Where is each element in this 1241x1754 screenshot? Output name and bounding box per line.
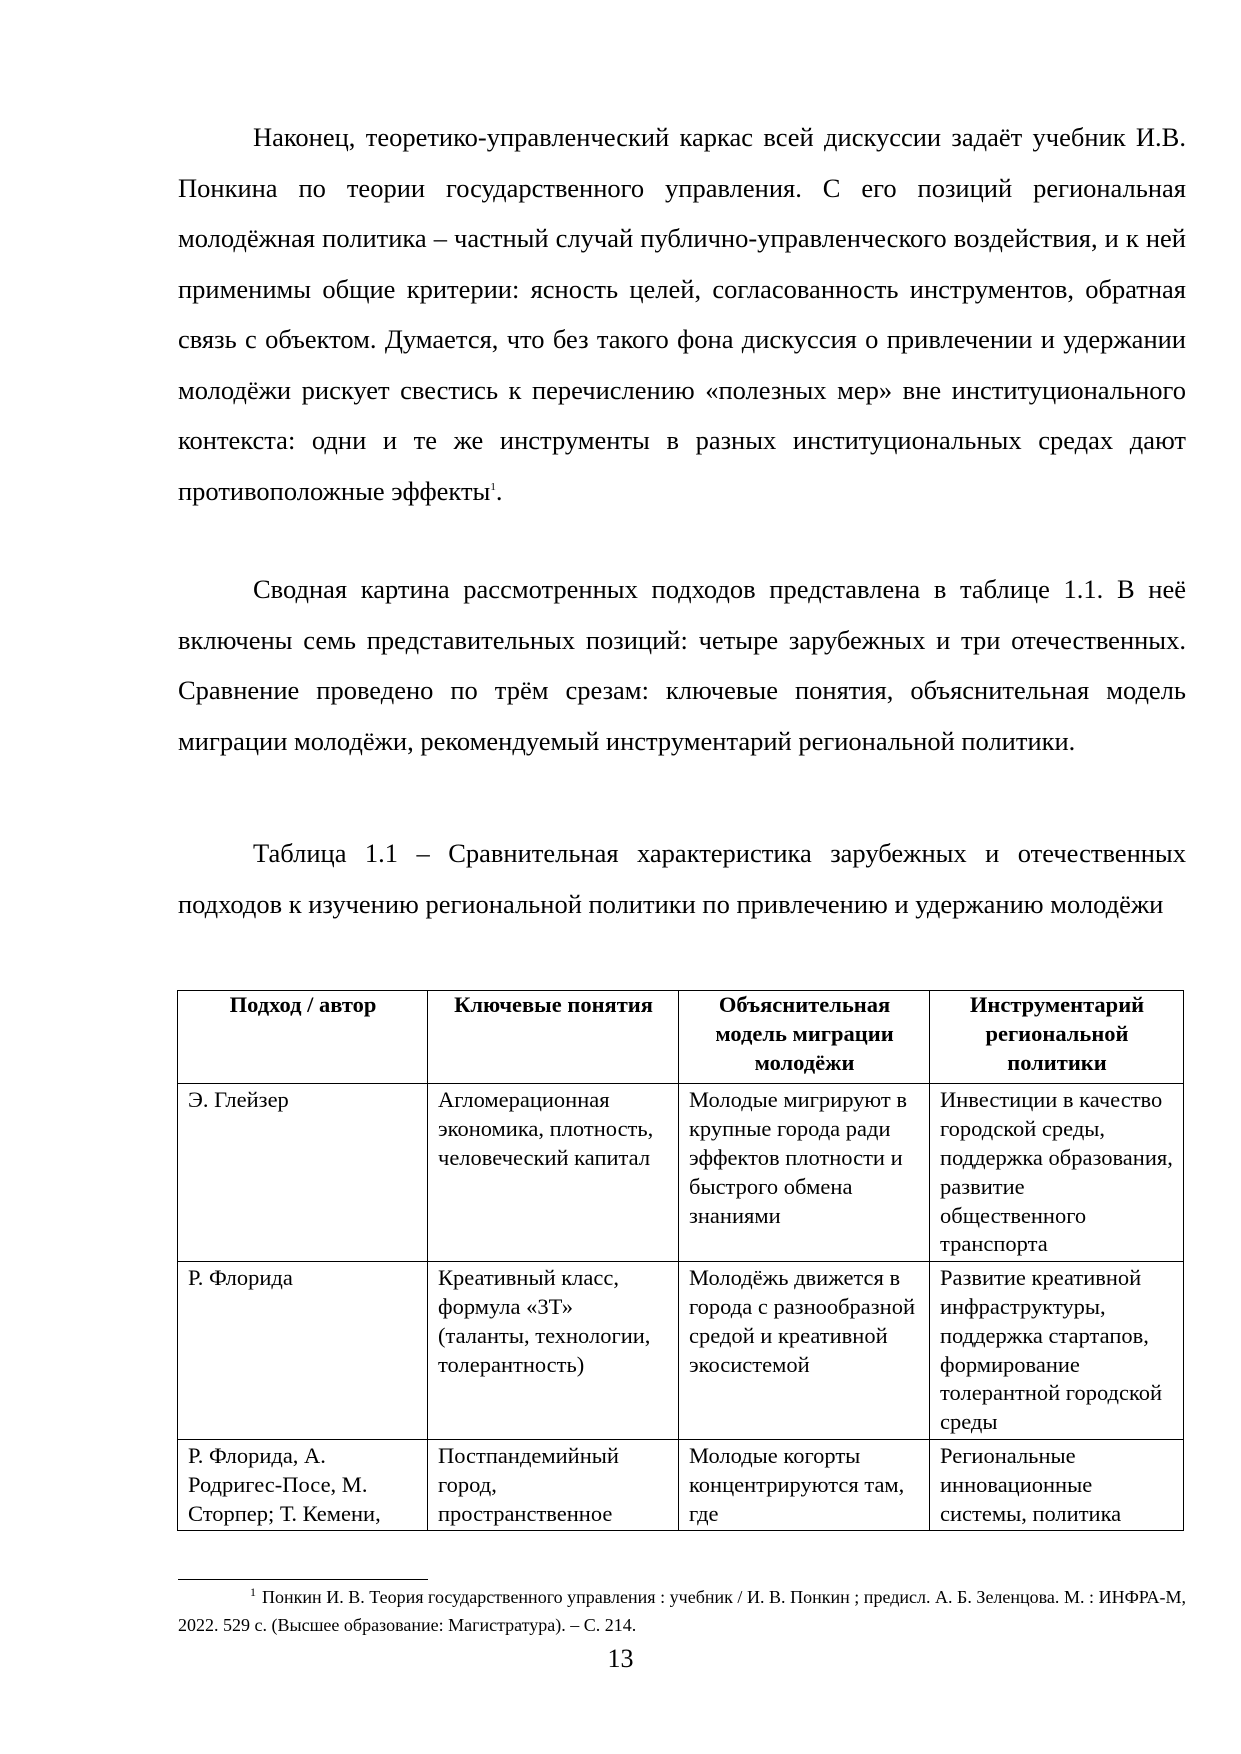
table-cell: Молодые когорты концентрируются там, где — [679, 1439, 930, 1530]
table-cell: Региональные инновационные системы, политика — [930, 1439, 1184, 1530]
table-cell: Э. Глейзер — [178, 1084, 428, 1262]
header-key-concepts: Ключевые понятия — [428, 991, 679, 1084]
table-cell: Р. Флорида — [178, 1262, 428, 1440]
header-policy-tools: Инструментарий региональной политики — [930, 991, 1184, 1084]
footnote-number: 1 — [250, 1585, 256, 1599]
footnote-reference[interactable]: 1 — [490, 480, 496, 493]
header-approach: Подход / автор — [178, 991, 428, 1084]
paragraph-2-text: Сводная картина рассмотренных подходов представлена в таблице 1.1. В неё включены семь представительных позиций: четыре зарубежных и три отечественных. Сравнение проведено по трём срезам: ключевые понятия, объяснительная модель миграции молодёжи, рекомендуемый инструментарий региональной политики. — [178, 574, 1186, 756]
table-cell: Молодые мигрируют в крупные города ради эффектов плотности и быстрого обмена знаниями — [679, 1084, 930, 1262]
footnote-text: Понкин И. В. Теория государственного управления : учебник / И. В. Понкин ; предисл. А. Б. Зеленцова. М. : ИНФРА-М, 2022. 529 с. (Высшее образование: Магистратура). – С. 214. — [178, 1587, 1186, 1635]
table-cell: Креативный класс, формула «3Т» (таланты, технологии, толерантность) — [428, 1262, 679, 1440]
table-cell: Молодёжь движется в города с разнообразной средой и креативной экосистемой — [679, 1262, 930, 1440]
table-cell: Развитие креативной инфраструктуры, поддержка стартапов, формирование толерантной городской среды — [930, 1262, 1184, 1440]
table-cell: Агломерационная экономика, плотность, человеческий капитал — [428, 1084, 679, 1262]
page-number: 13 — [607, 1644, 634, 1673]
table-row — [178, 1262, 1184, 1440]
table-caption-text: Таблица 1.1 – Сравнительная характеристика зарубежных и отечественных подходов к изучению региональной политики по привлечению и удержанию молодёжи — [178, 838, 1186, 919]
paragraph-1-text: Наконец, теоретико-управленческий каркас всей дискуссии задаёт учебник И.В. Понкина по теории государственного управления. С его позиций региональная молодёжная политика – частный случай публично-управленческого воздействия, и к ней применимы общие критерии: ясность целей, согласованность инструментов, обратная связь с объектом. Думается, что без такого фона дискуссия о привлечении и удержании молодёжи рискует свестись к перечислению «полезных мер» вне институционального контекста: одни и те же инструменты в разных институциональных средах дают противоположные эффекты — [178, 122, 1186, 506]
paragraph-1 — [178, 112, 1186, 516]
paragraph-2 — [178, 564, 1186, 766]
table-row — [178, 1439, 1184, 1530]
table-cell: Постпандемийный город, пространственное — [428, 1439, 679, 1530]
comparison-table-container — [177, 990, 1184, 1573]
footnote-separator — [178, 1579, 428, 1580]
paragraph-1-end: . — [495, 475, 503, 506]
table-header-row — [178, 991, 1184, 1084]
table-caption — [178, 828, 1186, 929]
header-migration-model: Объяснительная модель миграции молодёжи — [679, 991, 930, 1084]
comparison-table — [177, 990, 1184, 1531]
table-cell: Инвестиции в качество городской среды, поддержка образования, развитие общественного транспорта — [930, 1084, 1184, 1262]
table-cell: Р. Флорида, А. Родригес-Посе, М. Сторпер; Т. Кемени, — [178, 1439, 428, 1530]
footnote — [178, 1583, 1186, 1639]
table-row — [178, 1084, 1184, 1262]
